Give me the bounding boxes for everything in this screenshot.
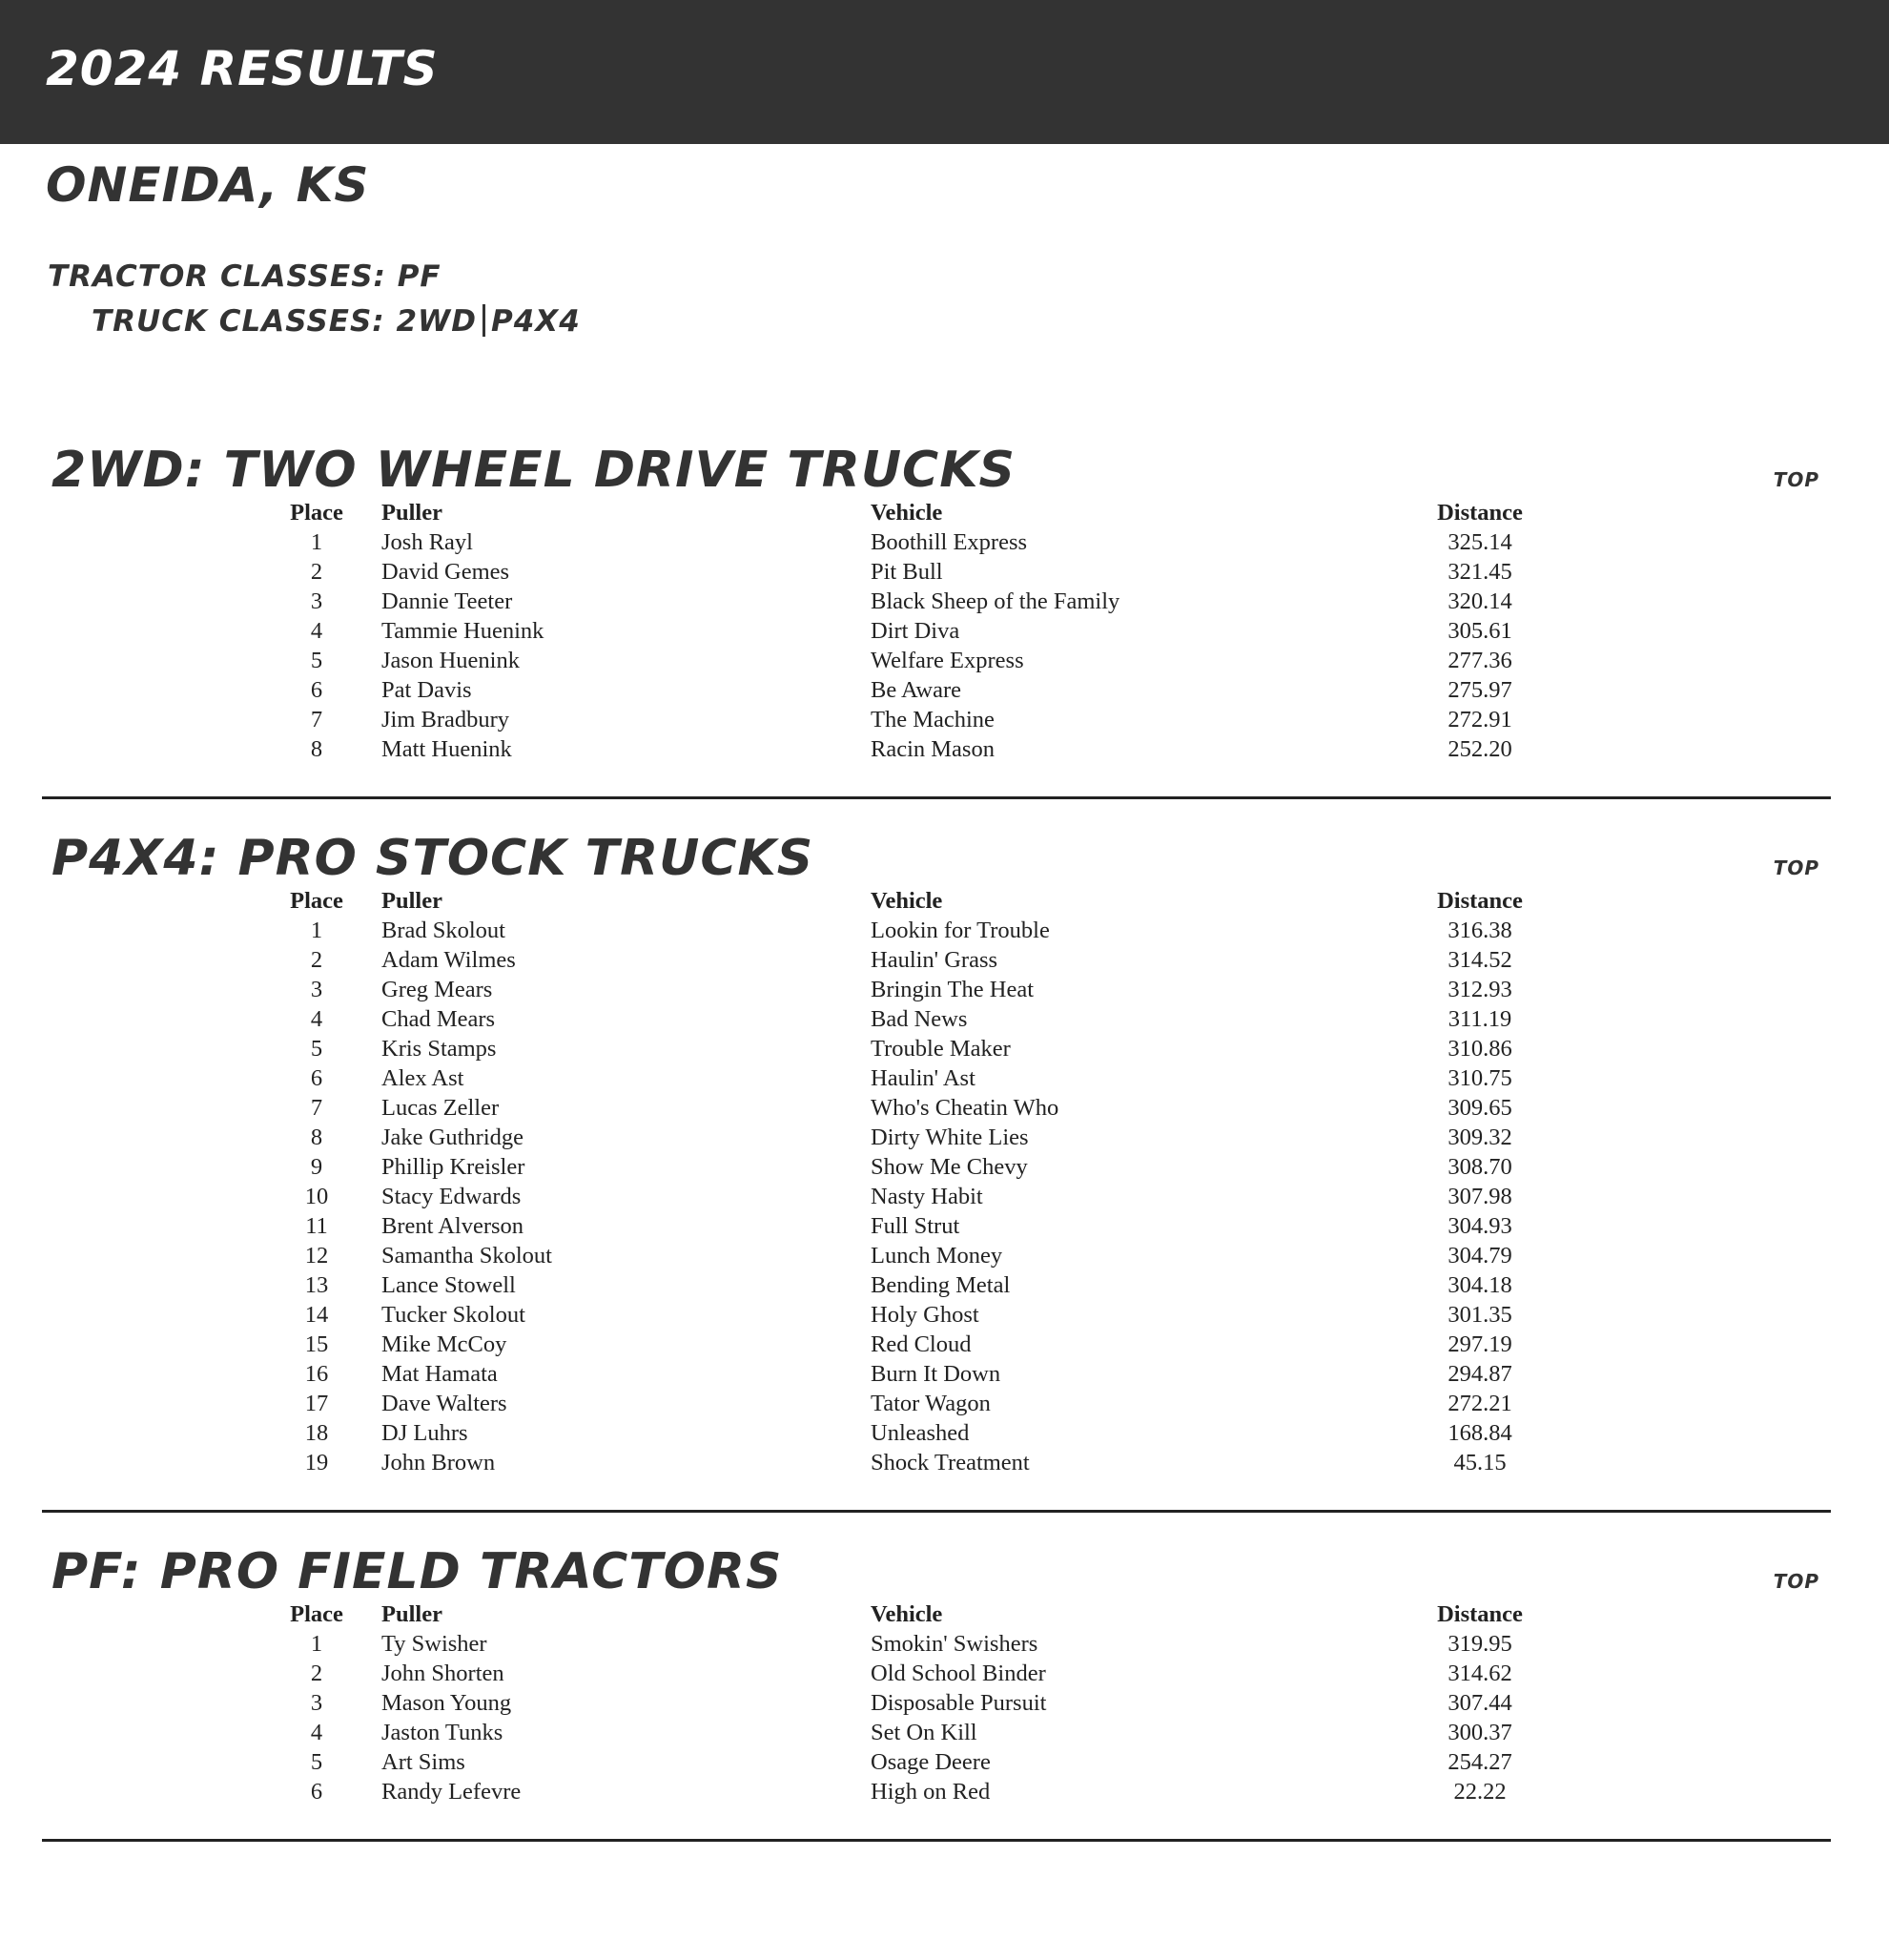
section-divider: [42, 1510, 1831, 1513]
cell-place: 7: [310, 1094, 323, 1121]
cell-distance: 308.70: [1448, 1153, 1512, 1180]
cell-place: 14: [304, 1301, 329, 1328]
section-header: [42, 830, 1831, 887]
results-table: [252, 499, 1555, 764]
section-divider: [42, 796, 1831, 799]
cell-puller: Jason Huenink: [381, 647, 520, 673]
table-row: [252, 1063, 1555, 1093]
table-row: [252, 1300, 1555, 1330]
table-row: [252, 734, 1555, 764]
results-sections: [0, 442, 1889, 1842]
section-divider: [42, 1839, 1831, 1842]
cell-puller: John Brown: [381, 1449, 496, 1475]
cell-vehicle: Dirt Diva: [871, 617, 960, 644]
cell-distance: 311.19: [1448, 1005, 1512, 1032]
cell-vehicle: Boothill Express: [871, 528, 1028, 555]
cell-distance: 321.45: [1448, 558, 1512, 585]
cell-puller: Dannie Teeter: [381, 588, 513, 614]
table-row: [252, 1182, 1555, 1211]
cell-puller: Mason Young: [381, 1689, 512, 1716]
section-header: [42, 442, 1831, 499]
cell-distance: 168.84: [1448, 1419, 1512, 1446]
column-header-place: Place: [290, 1601, 343, 1627]
table-row: [252, 1093, 1555, 1123]
section-title: P4X4: PRO STOCK TRUCKS: [51, 830, 814, 887]
cell-place: 4: [310, 617, 323, 644]
cell-puller: Lucas Zeller: [381, 1094, 500, 1121]
cell-vehicle: Pit Bull: [871, 558, 943, 585]
cell-puller: Alex Ast: [381, 1064, 464, 1091]
table-row: [252, 975, 1555, 1004]
cell-place: 4: [310, 1719, 323, 1745]
cell-distance: 304.93: [1448, 1212, 1512, 1239]
table-row: [252, 1359, 1555, 1389]
table-header-row: [252, 887, 1555, 916]
cell-distance: 320.14: [1448, 588, 1512, 614]
cell-distance: 310.86: [1448, 1035, 1512, 1062]
column-header-distance: Distance: [1437, 1601, 1523, 1627]
cell-vehicle: Trouble Maker: [871, 1035, 1011, 1062]
cell-place: 1: [310, 1630, 323, 1657]
column-header-puller: Puller: [381, 888, 442, 914]
table-row: [252, 616, 1555, 646]
table-row: [252, 1747, 1555, 1777]
cell-place: 6: [310, 676, 323, 703]
cell-distance: 325.14: [1448, 528, 1512, 555]
table-row: [252, 1004, 1555, 1034]
cell-vehicle: Show Me Chevy: [871, 1153, 1028, 1180]
cell-distance: 277.36: [1448, 647, 1512, 673]
cell-puller: Samantha Skolout: [381, 1242, 552, 1269]
cell-distance: 254.27: [1448, 1748, 1512, 1775]
cell-vehicle: Disposable Pursuit: [871, 1689, 1047, 1716]
cell-place: 17: [304, 1390, 329, 1416]
column-header-vehicle: Vehicle: [871, 500, 943, 526]
cell-place: 18: [304, 1419, 329, 1446]
cell-place: 11: [305, 1212, 328, 1239]
cell-place: 13: [304, 1271, 329, 1298]
cell-place: 3: [310, 1689, 323, 1716]
table-row: [252, 646, 1555, 675]
table-row: [252, 1241, 1555, 1270]
cell-puller: DJ Luhrs: [381, 1419, 468, 1446]
table-row: [252, 1389, 1555, 1418]
cell-place: 6: [310, 1778, 323, 1805]
table-row: [252, 916, 1555, 945]
cell-distance: 304.18: [1448, 1271, 1512, 1298]
cell-vehicle: Black Sheep of the Family: [871, 588, 1120, 614]
table-row: [252, 1659, 1555, 1688]
section-header: [42, 1543, 1831, 1600]
cell-distance: 310.75: [1448, 1064, 1512, 1091]
table-row: [252, 1418, 1555, 1448]
cell-vehicle: Be Aware: [871, 676, 962, 703]
cell-distance: 314.62: [1448, 1660, 1512, 1686]
table-row: [252, 1629, 1555, 1659]
table-row: [252, 1718, 1555, 1747]
cell-puller: Josh Rayl: [381, 528, 473, 555]
truck-classes: [48, 299, 1889, 344]
column-header-place: Place: [290, 888, 343, 914]
cell-vehicle: Nasty Habit: [871, 1183, 983, 1209]
cell-place: 16: [304, 1360, 329, 1387]
table-row: [252, 1270, 1555, 1300]
cell-puller: Brent Alverson: [381, 1212, 524, 1239]
table-row: [252, 1211, 1555, 1241]
cell-vehicle: Osage Deere: [871, 1748, 991, 1775]
cell-puller: Kris Stamps: [381, 1035, 497, 1062]
cell-place: 9: [310, 1153, 323, 1180]
table-header-row: [252, 499, 1555, 527]
section-title: 2WD: TWO WHEEL DRIVE TRUCKS: [51, 442, 1016, 499]
cell-vehicle: Bending Metal: [871, 1271, 1011, 1298]
cell-puller: Jaston Tunks: [381, 1719, 503, 1745]
table-row: [252, 1688, 1555, 1718]
results-section: [42, 442, 1831, 799]
table-row: [252, 557, 1555, 587]
cell-distance: 307.98: [1448, 1183, 1512, 1209]
cell-vehicle: Welfare Express: [871, 647, 1024, 673]
cell-distance: 45.15: [1453, 1449, 1507, 1475]
cell-place: 10: [304, 1183, 329, 1209]
cell-place: 6: [310, 1064, 323, 1091]
cell-place: 19: [304, 1449, 329, 1475]
cell-puller: Tammie Huenink: [381, 617, 544, 644]
column-header-puller: Puller: [381, 500, 442, 526]
cell-distance: 252.20: [1448, 735, 1512, 762]
cell-distance: 300.37: [1448, 1719, 1512, 1745]
cell-vehicle: Shock Treatment: [871, 1449, 1030, 1475]
cell-puller: Tucker Skolout: [381, 1301, 525, 1328]
column-header-vehicle: Vehicle: [871, 1601, 943, 1627]
column-header-vehicle: Vehicle: [871, 888, 943, 914]
truck-classes-extra: P4X4: [491, 304, 581, 339]
table-row: [252, 705, 1555, 734]
cell-distance: 297.19: [1448, 1331, 1512, 1357]
top-link[interactable]: TOP: [1773, 1570, 1819, 1593]
cell-puller: David Gemes: [381, 558, 510, 585]
cell-place: 8: [310, 735, 323, 762]
cell-puller: Ty Swisher: [381, 1630, 487, 1657]
table-row: [252, 527, 1555, 557]
cell-puller: John Shorten: [381, 1660, 504, 1686]
cell-vehicle: Burn It Down: [871, 1360, 1001, 1387]
table-row: [252, 1330, 1555, 1359]
cell-puller: Pat Davis: [381, 676, 472, 703]
column-header-distance: Distance: [1437, 888, 1523, 914]
cell-place: 7: [310, 706, 323, 732]
cell-distance: 304.79: [1448, 1242, 1512, 1269]
location-title: ONEIDA, KS: [46, 157, 370, 213]
cell-puller: Phillip Kreisler: [381, 1153, 525, 1180]
cell-place: 5: [310, 1748, 323, 1775]
cell-vehicle: Unleashed: [871, 1419, 970, 1446]
cell-puller: Chad Mears: [381, 1005, 496, 1032]
cell-place: 1: [310, 528, 323, 555]
top-link[interactable]: TOP: [1773, 856, 1819, 879]
cell-distance: 294.87: [1448, 1360, 1512, 1387]
table-row: [252, 587, 1555, 616]
table-row: [252, 675, 1555, 705]
results-table: [252, 1600, 1555, 1806]
cell-puller: Matt Huenink: [381, 735, 512, 762]
column-header-puller: Puller: [381, 1601, 442, 1627]
cell-vehicle: The Machine: [871, 706, 995, 732]
column-header-place: Place: [290, 500, 343, 526]
cell-vehicle: Set On Kill: [871, 1719, 977, 1745]
cell-puller: Mat Hamata: [381, 1360, 498, 1387]
header-bar: [0, 0, 1889, 144]
cell-puller: Adam Wilmes: [381, 946, 516, 973]
cell-distance: 314.52: [1448, 946, 1512, 973]
cell-distance: 22.22: [1453, 1778, 1507, 1805]
results-section: [42, 830, 1831, 1513]
cell-place: 2: [310, 946, 323, 973]
cell-distance: 301.35: [1448, 1301, 1512, 1328]
cell-puller: Dave Walters: [381, 1390, 507, 1416]
section-title: PF: PRO FIELD TRACTORS: [51, 1543, 783, 1600]
table-row: [252, 1034, 1555, 1063]
cell-place: 12: [304, 1242, 329, 1269]
cell-puller: Brad Skolout: [381, 917, 505, 943]
cell-distance: 307.44: [1448, 1689, 1512, 1716]
cell-vehicle: Who's Cheatin Who: [871, 1094, 1059, 1121]
cell-vehicle: Full Strut: [871, 1212, 960, 1239]
cell-distance: 309.65: [1448, 1094, 1512, 1121]
divider: [483, 304, 485, 337]
cell-vehicle: Tator Wagon: [871, 1390, 991, 1416]
cell-puller: Randy Lefevre: [381, 1778, 522, 1805]
cell-distance: 312.93: [1448, 976, 1512, 1002]
cell-vehicle: Red Cloud: [871, 1331, 972, 1357]
page-title: 2024 RESULTS: [46, 40, 439, 96]
cell-place: 5: [310, 1035, 323, 1062]
table-row: [252, 1448, 1555, 1477]
cell-vehicle: Smokin' Swishers: [871, 1630, 1038, 1657]
tractor-classes: TRACTOR CLASSES: PF: [48, 259, 441, 294]
results-section: [42, 1543, 1831, 1842]
cell-place: 5: [310, 647, 323, 673]
cell-vehicle: Racin Mason: [871, 735, 995, 762]
column-header-distance: Distance: [1437, 500, 1523, 526]
table-row: [252, 945, 1555, 975]
cell-place: 15: [304, 1331, 329, 1357]
cell-vehicle: Dirty White Lies: [871, 1124, 1029, 1150]
results-table: [252, 887, 1555, 1477]
cell-puller: Jake Guthridge: [381, 1124, 524, 1150]
cell-puller: Art Sims: [381, 1748, 465, 1775]
cell-distance: 309.32: [1448, 1124, 1512, 1150]
cell-place: 2: [310, 558, 323, 585]
cell-distance: 305.61: [1448, 617, 1512, 644]
table-row: [252, 1123, 1555, 1152]
cell-vehicle: Lookin for Trouble: [871, 917, 1050, 943]
truck-classes-label: TRUCK CLASSES: 2WD: [92, 304, 477, 339]
cell-distance: 272.21: [1448, 1390, 1512, 1416]
cell-puller: Greg Mears: [381, 976, 493, 1002]
cell-vehicle: Old School Binder: [871, 1660, 1046, 1686]
cell-place: 1: [310, 917, 323, 943]
cell-vehicle: Bad News: [871, 1005, 968, 1032]
cell-vehicle: Haulin' Ast: [871, 1064, 975, 1091]
cell-vehicle: High on Red: [871, 1778, 991, 1805]
table-row: [252, 1777, 1555, 1806]
class-summary: [48, 255, 1889, 344]
cell-distance: 275.97: [1448, 676, 1512, 703]
top-link[interactable]: TOP: [1773, 468, 1819, 491]
cell-place: 3: [310, 588, 323, 614]
table-row: [252, 1152, 1555, 1182]
cell-place: 8: [310, 1124, 323, 1150]
cell-vehicle: Lunch Money: [871, 1242, 1003, 1269]
cell-distance: 316.38: [1448, 917, 1512, 943]
cell-vehicle: Bringin The Heat: [871, 976, 1035, 1002]
cell-vehicle: Haulin' Grass: [871, 946, 998, 973]
cell-vehicle: Holy Ghost: [871, 1301, 979, 1328]
cell-puller: Jim Bradbury: [381, 706, 510, 732]
cell-distance: 272.91: [1448, 706, 1512, 732]
cell-place: 2: [310, 1660, 323, 1686]
cell-puller: Mike McCoy: [381, 1331, 507, 1357]
cell-place: 4: [310, 1005, 323, 1032]
cell-puller: Lance Stowell: [381, 1271, 516, 1298]
cell-distance: 319.95: [1448, 1630, 1512, 1657]
cell-place: 3: [310, 976, 323, 1002]
table-header-row: [252, 1600, 1555, 1629]
cell-puller: Stacy Edwards: [381, 1183, 522, 1209]
